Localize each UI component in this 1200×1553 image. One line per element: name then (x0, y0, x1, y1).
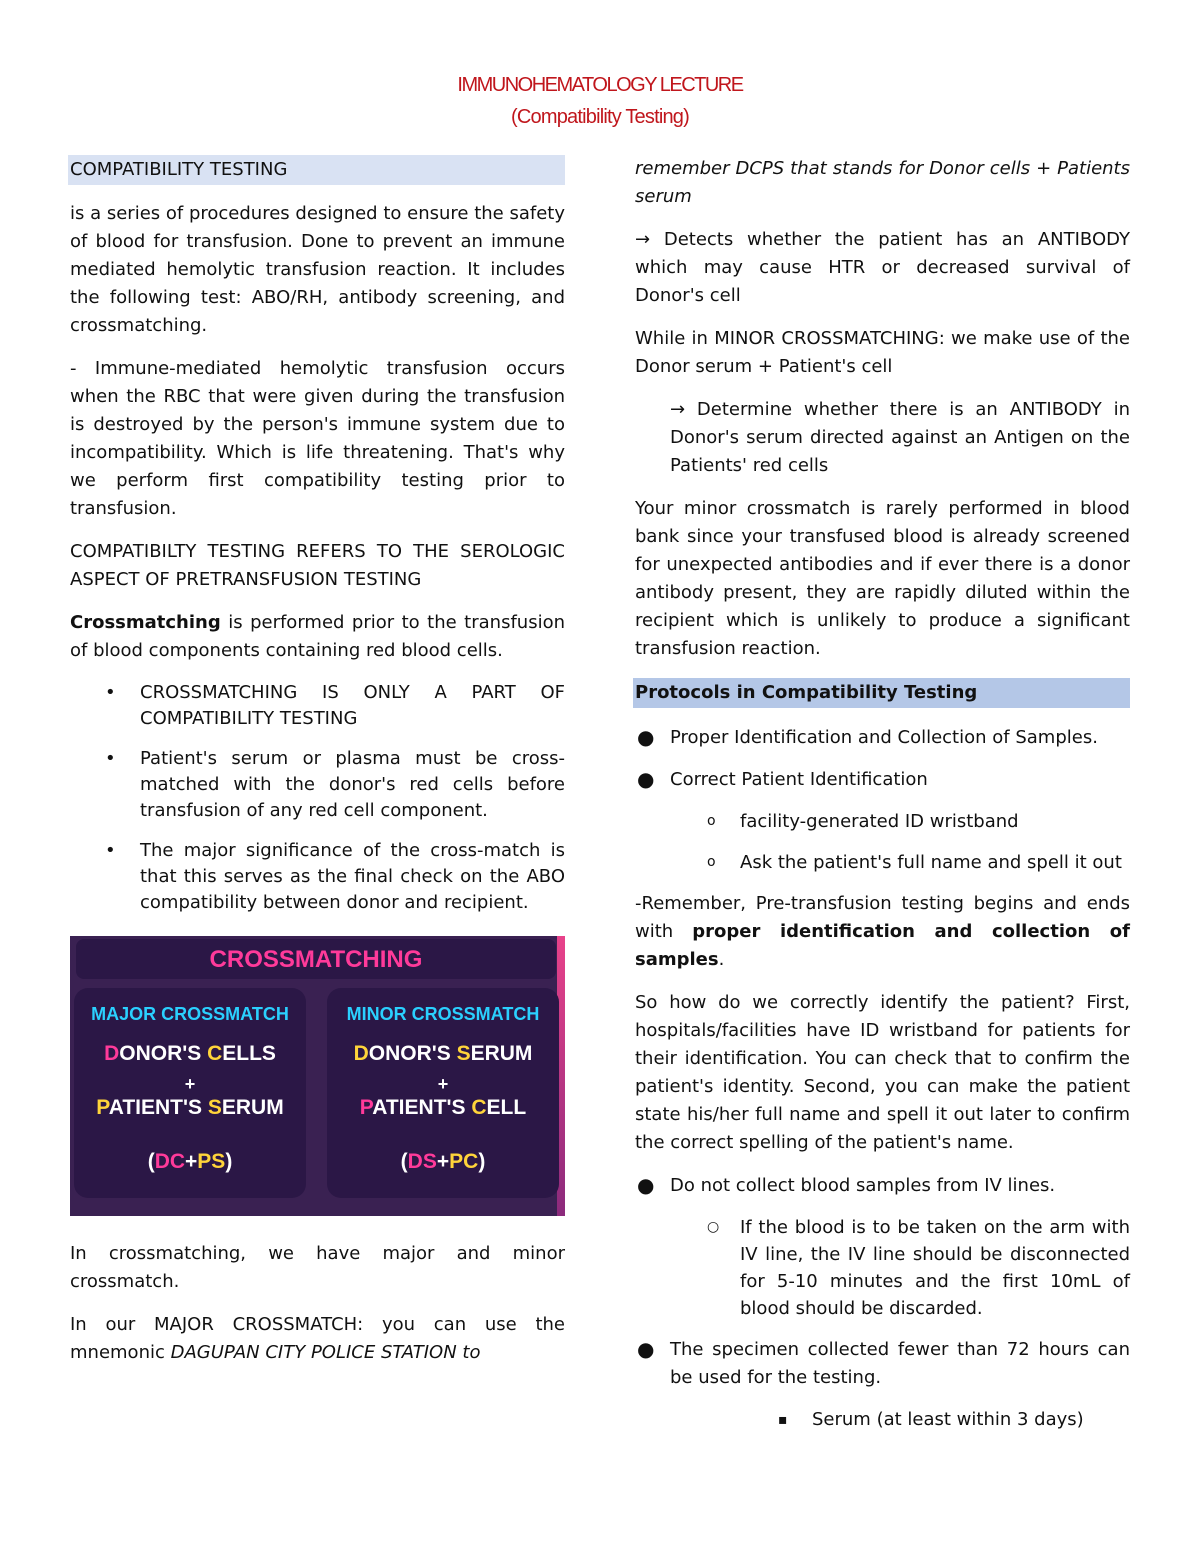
sub-list-item (635, 1214, 1130, 1322)
bullet-icon: • (105, 682, 116, 703)
list-item (635, 724, 1130, 752)
sub-list-item-text: Serum (at least within 3 days) (812, 1409, 1084, 1430)
crossmatching-graphic (70, 936, 565, 1216)
list-item-text: CROSSMATCHING IS ONLY A PART OF COMPATIBILITY TESTING (140, 682, 565, 729)
circle-bullet-icon: o (707, 813, 716, 829)
major-line-2: PATIENT'S SERUM (96, 1096, 284, 1119)
minor-plus: + (437, 1074, 449, 1094)
section-heading-protocols: Protocols in Compatibility Testing (633, 678, 1130, 708)
paragraph: - Immune-mediated hemolytic transfusion occurs when the RBC that were given during the transfusion is destroyed by the person's immune system due to incompatibility. Which is life threatening. That's why we perform first compatibility testing prior to transfusion. (70, 358, 565, 519)
paragraph (635, 890, 1130, 974)
section-heading-compatibility: COMPATIBILITY TESTING (68, 155, 565, 185)
paragraph (70, 609, 565, 665)
bullet-icon: • (105, 840, 116, 861)
paragraph: So how do we correctly identify the patient? First, hospitals/facilities have ID wristband for patients for their identification. You can check that to confirm the patient's identity. Second, you can make the patient state his/her full name and spell it out later to confirm the correct spelling of the patient's name. (635, 992, 1130, 1153)
paragraph: COMPATIBILTY TESTING REFERS TO THE SEROLOGIC ASPECT OF PRETRANSFUSION TESTING (70, 541, 565, 590)
sub-list-item-text: If the blood is to be taken on the arm with IV line, the IV line should be disconnected for 5-10 minutes and the first 10mL of blood should be discarded. (740, 1217, 1130, 1319)
mnemonic-text: DAGUPAN CITY POLICE STATION to (170, 1342, 481, 1363)
graphic-banner (76, 939, 556, 979)
paragraph: → Determine whether there is an ANTIBODY in Donor's serum directed against an Antigen on the Patients' red cells (670, 399, 1130, 476)
list-item-text: Patient's serum or plasma must be cross-matched with the donor's red cells before transfusion of any red cell component. (140, 748, 565, 821)
paragraph-text: -Remember, Pre-transfusion testing begins and ends with (635, 893, 1130, 942)
paragraph: is a series of procedures designed to ensure the safety of blood for transfusion. Done to prevent an immune mediated hemolytic transfusion reaction. It includes the following test: ABO/RH, antibody screening, and crossmatching. (70, 203, 565, 336)
list-item (635, 766, 1130, 794)
major-line-1: DONOR'S CELLS (104, 1042, 276, 1065)
list-item-text: Do not collect blood samples from IV lines. (670, 1175, 1056, 1196)
sub-list-item-text: Ask the patient's full name and spell it out (740, 852, 1122, 873)
list-item (635, 1336, 1130, 1392)
sub-list-item (635, 808, 1130, 835)
major-abbreviation: (DC+PS) (147, 1150, 233, 1173)
bullet-icon: ● (637, 767, 655, 791)
bullet-icon: ● (637, 725, 655, 749)
right-column (635, 155, 1130, 1448)
major-crossmatch-card (74, 988, 306, 1198)
circle-bullet-icon: o (707, 854, 716, 870)
list-item (70, 838, 565, 916)
sub-list-item-text: facility-generated ID wristband (740, 811, 1019, 832)
square-bullet-icon: ▪ (778, 1412, 788, 1428)
major-plus: + (184, 1074, 196, 1094)
left-column (70, 155, 565, 1382)
paragraph: While in MINOR CROSSMATCHING: we make use of the Donor serum + Patient's cell (635, 328, 1130, 377)
document-title: IMMUNOHEMATOLOGY LECTURE (457, 74, 743, 96)
paragraph: Your minor crossmatch is rarely performed in blood bank since your transfused blood is already screened for unexpected antibodies and if ever there is a donor antibody present, they are rapidly diluted within the recipient which is unlikely to produce a significant transfusion reaction. (635, 498, 1130, 659)
major-card-title: MAJOR CROSSMATCH (91, 1004, 289, 1024)
paragraph (70, 1311, 565, 1367)
bullet-icon: • (105, 748, 116, 769)
paragraph: In crossmatching, we have major and minor crossmatch. (70, 1243, 565, 1292)
circle-bullet-icon: ○ (707, 1219, 720, 1235)
paragraph: remember DCPS that stands for Donor cells + Patients serum (635, 158, 1130, 207)
list-item (635, 1172, 1130, 1200)
minor-line-1: DONOR'S SERUM (353, 1042, 533, 1065)
bullet-icon: ● (637, 1337, 655, 1361)
document-subtitle: (Compatibility Testing) (511, 106, 689, 128)
paragraph-text: is performed prior to the transfusion of blood components containing red blood cells. (70, 612, 565, 661)
list-item-text: The major significance of the cross-match is that this serves as the final check on the ABO compatibility between donor and recipient. (140, 840, 565, 913)
list-item-text: Proper Identification and Collection of Samples. (670, 727, 1098, 748)
minor-crossmatch-card (327, 988, 559, 1198)
paragraph-text: In our MAJOR CROSSMATCH: you can use the mnemonic (70, 1314, 565, 1363)
paragraph: → Detects whether the patient has an ANTIBODY which may cause HTR or decreased survival of Donor's cell (635, 229, 1130, 306)
minor-line-2: PATIENT'S CELL (359, 1096, 527, 1119)
paragraph-text: . (718, 949, 725, 970)
bullet-icon: ● (637, 1173, 655, 1197)
list-item-text: Correct Patient Identification (670, 769, 928, 790)
sub-list-item (635, 849, 1130, 876)
minor-card-title: MINOR CROSSMATCH (346, 1004, 540, 1024)
minor-abbreviation: (DS+PC) (400, 1150, 486, 1173)
sub-list-item (635, 1406, 1130, 1434)
list-item (70, 680, 565, 732)
list-item-text: The specimen collected fewer than 72 hours can be used for the testing. (670, 1339, 1130, 1388)
list-item (70, 746, 565, 824)
graphic-title: CROSSMATCHING (209, 946, 423, 973)
emphasis-text: proper identification and collection of samples (635, 921, 1130, 970)
term-crossmatching: Crossmatching (70, 612, 221, 633)
